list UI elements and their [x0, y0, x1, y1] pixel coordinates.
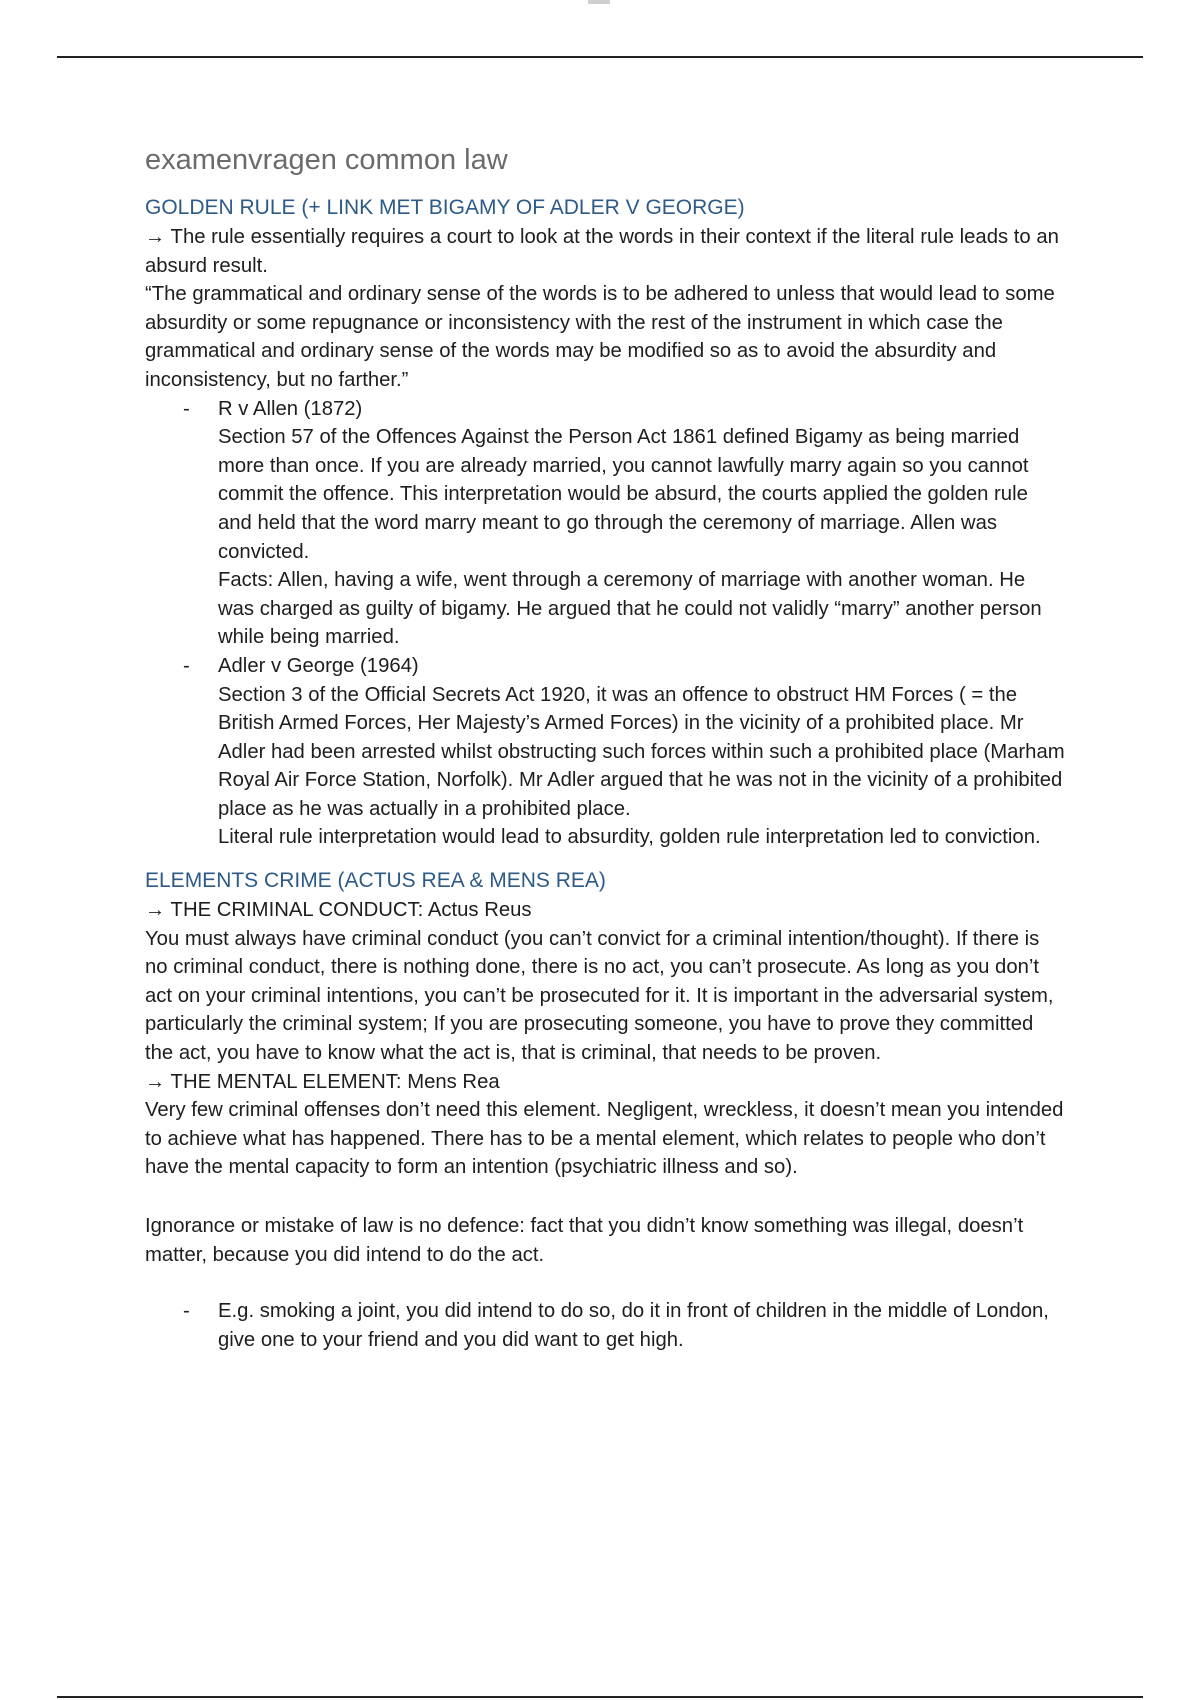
case-item	[145, 395, 1065, 652]
list-bullet: -	[183, 1300, 190, 1323]
example-text: E.g. smoking a joint, you did intend to do so, do it in front of children in the middle of London, give one to your friend and you did want to get high.	[218, 1300, 1049, 1351]
ignorance-paragraph: Ignorance or mistake of law is no defence: fact that you didn’t know something was illegal, doesn’t matter, because you did intend to do the act.	[145, 1215, 1024, 1266]
quote-paragraph: “The grammatical and ordinary sense of the words is to be adhered to unless that would lead to some absurdity or some repugnance or inconsistency with the rest of the instrument in which case the grammatical and ordinary sense of the words may be modified so as to avoid the absurdity and inconsistency, but no farther.”	[145, 283, 1055, 391]
case-facts: Facts: Allen, having a wife, went through a ceremony of marriage with another woman. He was charged as guilty of bigamy. He argued that he could not validly “marry” another person while being married.	[218, 569, 1042, 649]
actus-reus-text: You must always have criminal conduct (you can’t convict for a criminal intention/thought). If there is no criminal conduct, there is nothing done, there is no act, you can’t prosecute. As long as you don’t act on your criminal intentions, you can’t be prosecuted for it. It is important in the adversarial system, particularly the criminal system; If you are prosecuting someone, you have to prove they committed the act, you have to know what the act is, that is criminal, that needs to be proven.	[145, 927, 1054, 1065]
example-item	[145, 1297, 1065, 1354]
document-page	[145, 140, 1065, 1354]
intro-paragraph: → The rule essentially requires a court to look at the words in their context if the literal rule leads to an absurd result.	[145, 226, 1059, 277]
section-heading: ELEMENTS CRIME (ACTUS REA & MENS REA)	[145, 869, 606, 893]
list-bullet: -	[183, 397, 190, 420]
section-elements-crime	[145, 866, 1065, 1354]
case-text: Section 3 of the Official Secrets Act 1920, it was an offence to obstruct HM Forces ( = the British Armed Forces, Her Majesty’s Armed Forces) in the vicinity of a prohibited place. Mr Adler had been arrested whilst obstructing such forces within such a prohibited place (Marham Royal Air Force Station, Norfolk). Mr Adler argued that he was not in the vicinity of a prohibited place as he was actually in a prohibited place.	[218, 683, 1065, 820]
mens-rea-heading: → THE MENTAL ELEMENT: Mens Rea	[145, 1070, 500, 1093]
section-heading: GOLDEN RULE (+ LINK MET BIGAMY OF ADLER V GEORGE)	[145, 196, 745, 219]
list-bullet: -	[183, 654, 190, 677]
case-name: R v Allen (1872)	[218, 397, 363, 420]
header-rule	[57, 56, 1143, 58]
actus-reus-heading: → THE CRIMINAL CONDUCT: Actus Reus	[145, 899, 532, 922]
page-top-marker	[588, 0, 610, 4]
footer-rule	[57, 1696, 1143, 1698]
section-golden-rule	[145, 193, 1065, 852]
case-item	[145, 652, 1065, 852]
case-text: Section 57 of the Offences Against the Person Act 1861 defined Bigamy as being married more than once. If you are already married, you cannot lawfully marry again so you cannot commit the offence. This interpretation would be absurd, the courts applied the golden rule and held that the word marry meant to go through the ceremony of marriage. Allen was convicted.	[218, 426, 1029, 563]
case-conclusion: Literal rule interpretation would lead to absurdity, golden rule interpretation led to conviction.	[218, 826, 1041, 849]
case-name: Adler v George (1964)	[218, 654, 419, 677]
mens-rea-text: Very few criminal offenses don’t need this element. Negligent, wreckless, it doesn’t mean you intended to achieve what has happened. There has to be a mental element, which relates to people who don’t have the mental capacity to form an intention (psychiatric illness and so).	[145, 1099, 1064, 1179]
document-title: examenvragen common law	[145, 144, 508, 176]
